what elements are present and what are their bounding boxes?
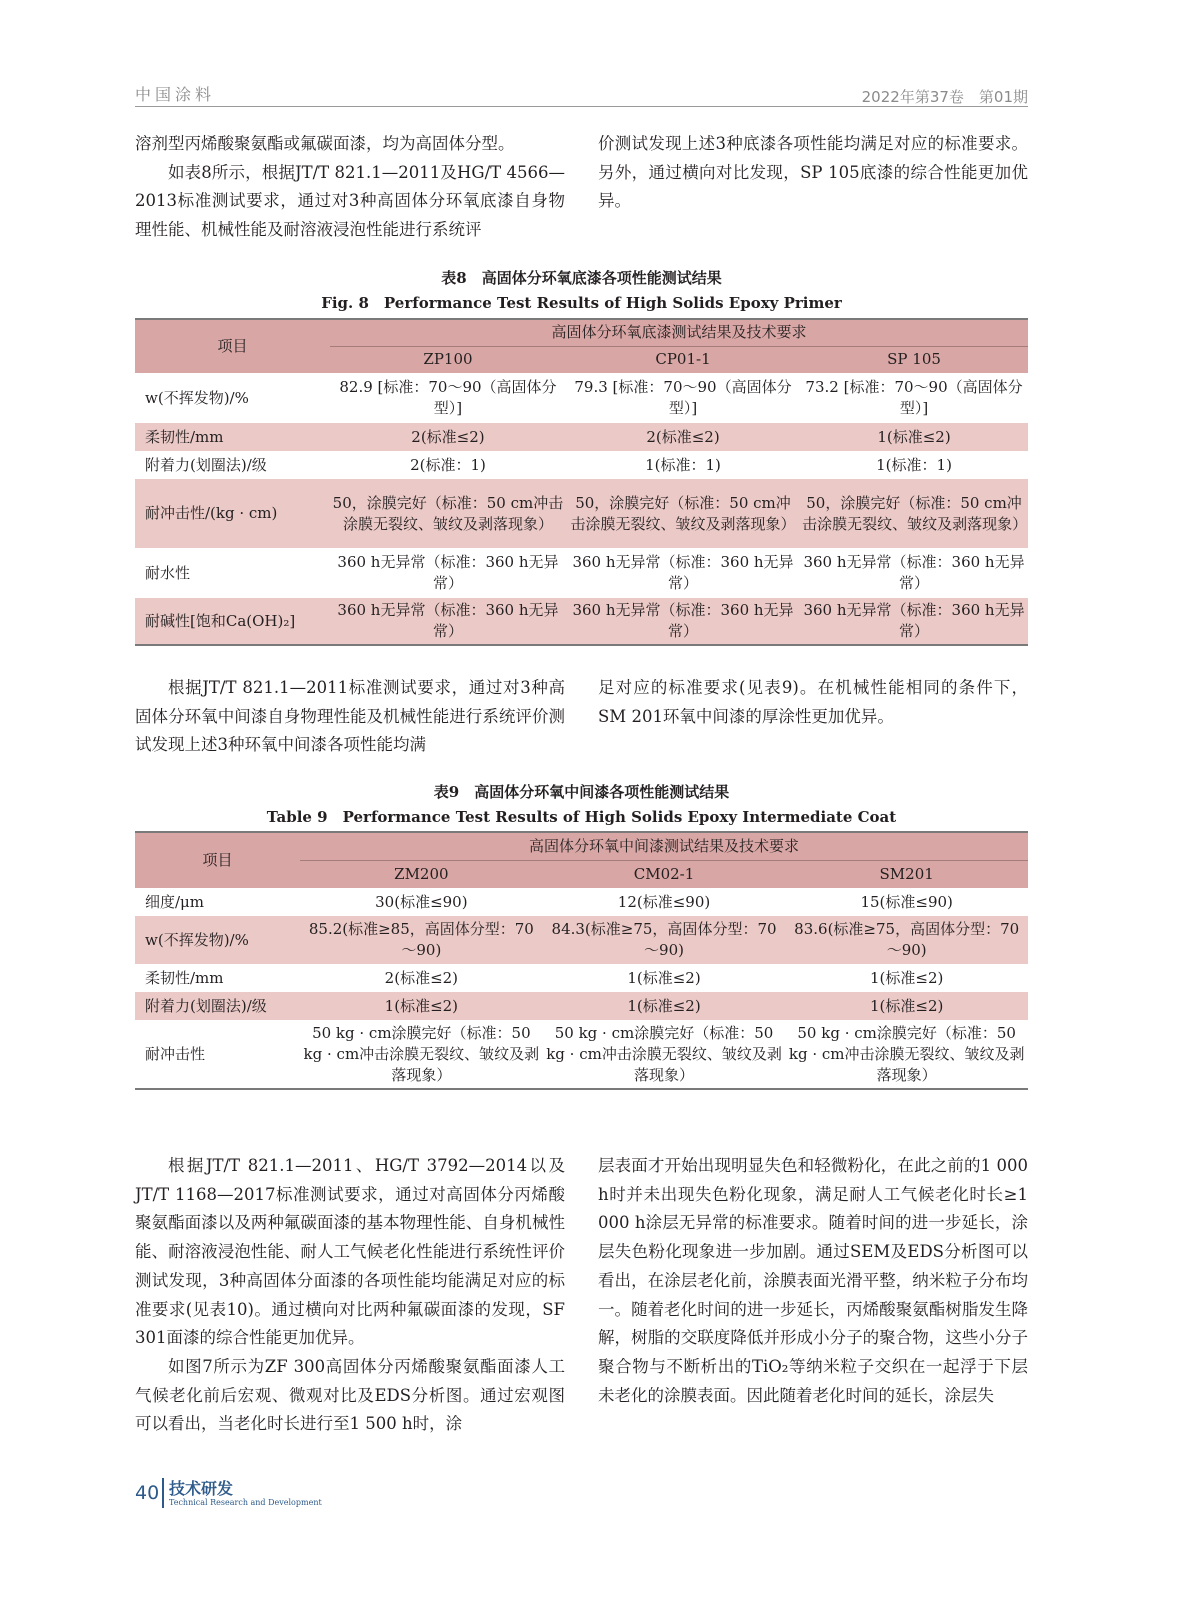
column-header: SP 105: [800, 346, 1028, 373]
row-label: 耐冲击性: [145, 1044, 206, 1063]
section3-right: [598, 1152, 1028, 1410]
table9: [135, 831, 1028, 1090]
cell: 2(标准：1): [410, 455, 486, 474]
cell: 12(标准≤90): [617, 892, 711, 911]
cell: 50，涂膜完好（标准：50 cm冲击涂膜无裂纹、皱纹及剥落现象）: [800, 479, 1028, 548]
table-row: [135, 964, 1028, 992]
table8-caption-en: Fig. 8 Performance Test Results of High Solids Epoxy Primer: [321, 294, 842, 312]
item-header: 项目: [135, 832, 300, 888]
section-name-en: Technical Research and Development: [169, 1498, 322, 1507]
cell: 1(标准：1): [645, 455, 721, 474]
cell: 2(标准≤2): [330, 423, 566, 451]
paragraph: 价测试发现上述3种底漆各项性能均满足对应的标准要求。另外，通过横向对比发现，SP 105底漆的综合性能更加优异。: [598, 134, 1028, 211]
cell: 50 kg · cm涂膜完好（标准：50 kg · cm冲击涂膜无裂纹、皱纹及剥落现象）: [546, 1023, 782, 1084]
table-row: [135, 1020, 1028, 1089]
page-number: 40: [135, 1482, 160, 1504]
cell: 84.3(标准≥75，高固体分型：70～90): [543, 916, 786, 964]
column-header: CP01-1: [566, 346, 800, 373]
cell: 30(标准≤90): [375, 892, 468, 911]
journal-name: 中国涂料: [135, 85, 216, 104]
cell: 1(标准≤2): [785, 992, 1028, 1020]
row-label: 耐碱性[饱和Ca(OH)₂]: [135, 598, 330, 645]
cell: 2(标准≤2): [566, 423, 800, 451]
row-label: 耐冲击性/(kg · cm): [135, 479, 330, 548]
section1-left: [135, 130, 565, 245]
cell: 1(标准≤2): [869, 968, 944, 987]
table-row: [135, 992, 1028, 1020]
cell: 1(标准≤2): [543, 992, 786, 1020]
column-header: ZP100: [330, 346, 566, 373]
cell: 50，涂膜完好（标准：50 cm冲击涂膜无裂纹、皱纹及剥落现象）: [330, 479, 566, 548]
cell: 2(标准≤2): [384, 968, 459, 987]
cell: 360 h无异常（标准：360 h无异常）: [330, 598, 566, 645]
cell: 360 h无异常（标准：360 h无异常）: [566, 598, 800, 645]
row-label: 耐水性: [145, 563, 191, 582]
row-label: 附着力(划圈法)/级: [145, 455, 267, 474]
table-row: [135, 548, 1028, 598]
item-header: 项目: [135, 319, 330, 373]
paragraph: 如表8所示，根据JT/T 821.1—2011及HG/T 4566—2013标准测试要求，通过对3种高固体分环氧底漆自身物理性能、机械性能及耐溶液浸泡性能进行系统评: [135, 162, 565, 240]
header-rule: [135, 106, 1028, 107]
column-header: ZM200: [300, 860, 543, 888]
row-label: 柔韧性/mm: [145, 968, 224, 987]
paragraph: 如图7所示为ZF 300高固体分丙烯酸聚氨酯面漆人工气候老化前后宏观、微观对比及EDS分析图。通过宏观图可以看出，当老化时长进行至1 500 h时，涂: [135, 1356, 565, 1434]
column-header: SM201: [785, 860, 1028, 888]
cell: 50 kg · cm涂膜完好（标准：50 kg · cm冲击涂膜无裂纹、皱纹及剥落现象）: [788, 1023, 1025, 1084]
table9-caption-zh: 表9 高固体分环氧中间漆各项性能测试结果: [433, 783, 730, 801]
table-row: [135, 373, 1028, 423]
cell: 360 h无异常（标准：360 h无异常）: [572, 553, 794, 592]
table9-caption-en: Table 9 Performance Test Results of High Solids Epoxy Intermediate Coat: [266, 808, 897, 826]
cell: 360 h无异常（标准：360 h无异常）: [803, 553, 1025, 592]
group-header: 高固体分环氧底漆测试结果及技术要求: [330, 319, 1028, 346]
cell: 50，涂膜完好（标准：50 cm冲击涂膜无裂纹、皱纹及剥落现象）: [566, 479, 800, 548]
cell: 1(标准≤2): [627, 968, 701, 987]
section-name: 技术研发: [169, 1479, 234, 1498]
cell: 360 h无异常（标准：360 h无异常）: [337, 553, 559, 592]
row-label: 柔韧性/mm: [135, 423, 330, 451]
paragraph: 根据JT/T 821.1—2011、HG/T 3792—2014以及JT/T 1168—2017标准测试要求，通过对高固体分丙烯酸聚氨酯面漆以及两种氟碳面漆的基本物理性能、自身机械性能、耐溶液浸泡性能、耐人工气候老化性能进行系统性评价测试发现，3种高固体分面漆的各项性能均能满足对应的标准要求(见表10)。通过横向对比两种氟碳面漆的发现，SF 301面漆的综合性能更加优异。: [135, 1156, 565, 1348]
cell: 50 kg · cm涂膜完好（标准：50 kg · cm冲击涂膜无裂纹、皱纹及剥落现象）: [303, 1023, 540, 1084]
cell: 15(标准≤90): [860, 892, 953, 911]
cell: 82.9 [标准：70～90（高固体分型）]: [339, 378, 557, 417]
cell: 79.3 [标准：70～90（高固体分型）]: [574, 378, 792, 417]
row-label: 附着力(划圈法)/级: [135, 992, 300, 1020]
paragraph: 足对应的标准要求(见表9)。在机械性能相同的条件下，SM 201环氧中间漆的厚涂性更加优异。: [598, 678, 1028, 726]
section2-left: [135, 674, 565, 760]
table-row: [135, 888, 1028, 916]
section3-left: [135, 1152, 565, 1439]
row-label: 细度/μm: [145, 892, 205, 911]
section1-right: [598, 130, 1028, 216]
cell: 1(标准≤2): [800, 423, 1028, 451]
table-row: [135, 598, 1028, 645]
table8-caption-zh: 表8 高固体分环氧底漆各项性能测试结果: [441, 269, 722, 287]
cell: 85.2(标准≥85，高固体分型：70～90): [300, 916, 543, 964]
section2-right: [598, 674, 1028, 731]
table-row: [135, 451, 1028, 479]
table-row: [135, 916, 1028, 964]
cell: 73.2 [标准：70～90（高固体分型）]: [805, 378, 1023, 417]
cell: 1(标准≤2): [300, 992, 543, 1020]
table-row: [135, 479, 1028, 548]
group-header: 高固体分环氧中间漆测试结果及技术要求: [300, 832, 1028, 860]
paragraph: 层表面才开始出现明显失色和轻微粉化，在此之前的1 000 h时并未出现失色粉化现象，满足耐人工气候老化时长≥1 000 h涂层无异常的标准要求。随着时间的进一步延长，涂层失色粉化现象进一步加剧。通过SEM及EDS分析图可以看出，在涂层老化前，涂膜表面光滑平整，纳米粒子分布均一。随着老化时间的进一步延长，丙烯酸聚氨酯树脂发生降解，树脂的交联度降低并形成小分子的聚合物，这些小分子聚合物与不断析出的TiO₂等纳米粒子交织在一起浮于下层未老化的涂膜表面。因此随着老化时间的延长，涂层失: [598, 1156, 1028, 1405]
paragraph: 溶剂型丙烯酸聚氨酯或氟碳面漆，均为高固体分型。: [135, 134, 515, 153]
table-row: [135, 423, 1028, 451]
paragraph: 根据JT/T 821.1—2011标准测试要求，通过对3种高固体分环氧中间漆自身物理性能及机械性能进行系统评价测试发现上述3种环氧中间漆各项性能均满: [135, 678, 565, 755]
cell: 360 h无异常（标准：360 h无异常）: [800, 598, 1028, 645]
column-header: CM02-1: [543, 860, 786, 888]
cell: 83.6(标准≥75，高固体分型：70～90): [785, 916, 1028, 964]
row-label: w(不挥发物)/%: [135, 916, 300, 964]
cell: 1(标准：1): [876, 455, 952, 474]
issue-info: 2022年第37卷 第01期: [861, 88, 1028, 106]
row-label: w(不挥发物)/%: [145, 388, 249, 407]
footer-divider: [162, 1478, 164, 1508]
table8: [135, 318, 1028, 646]
